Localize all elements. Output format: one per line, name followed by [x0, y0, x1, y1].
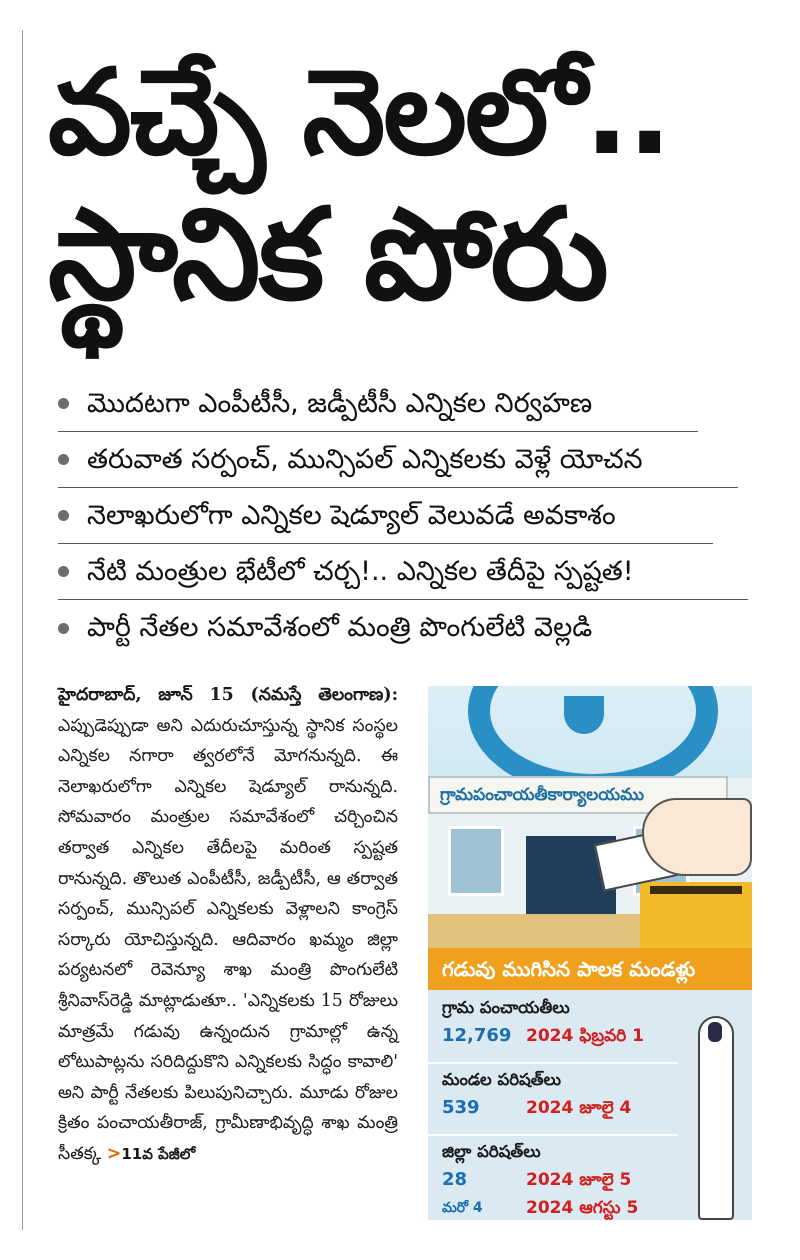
- column-rule: [22, 30, 23, 1230]
- bullet-dot-icon: [58, 454, 69, 465]
- row-count: 28: [442, 1169, 468, 1190]
- bullet-dot-icon: [58, 398, 69, 409]
- bullet-item: [58, 376, 698, 432]
- article-body: [58, 680, 398, 1170]
- row-date: 2024 జూలై 4: [526, 1098, 632, 1118]
- row-count: మరో 4: [442, 1200, 483, 1216]
- section-row: [442, 1166, 676, 1194]
- bullet-text: తరువాత సర్పంచ్, మున్సిపల్ ఎన్నికలకు వెళ్లే యోచన: [87, 443, 643, 475]
- bullet-list: [58, 376, 748, 656]
- bullet-item: [58, 488, 713, 544]
- inked-finger-icon: [690, 998, 746, 1220]
- divider: [428, 1062, 678, 1064]
- ballot-slot: [650, 886, 742, 894]
- article-photo: [428, 686, 752, 948]
- bullet-text: నెలాఖరులోగా ఎన్నికల షెడ్యూల్ వెలువడే అవకాశం: [87, 499, 616, 531]
- article-dateline: హైదరాబాద్, జూన్ 15 (నమస్తే తెలంగాణ):: [58, 685, 398, 705]
- section-row: [442, 1194, 676, 1220]
- panel-section-zilla-parishad: [428, 1138, 676, 1220]
- headline-line-1: వచ్చే నెలలో..: [48, 43, 671, 181]
- bullet-dot-icon: [58, 623, 69, 634]
- article-text: ఎప్పుడెప్పుడా అని ఎదురుచూస్తున్న స్థానిక సంస్థల ఎన్నికల నగారా త్వరలోనే మోగనున్నది. ఈ నెలాఖరులోగా ఎన్నికల షెడ్యూల్ రానున్నది. సోమవారం మంత్రుల సమావేశంలో చర్చించిన తర్వాత ఎన్నికల తేదీలపై మరింత స్పష్టత రానున్నది. తొలుత ఎంపీటీసీ, జడ్పీటీసీ, ఆ తర్వాత సర్పంచ్, మున్సిపల్ ఎన్నికలకు వెళ్లాలని కాంగ్రెస్ సర్కారు యోచిస్తున్నది. ఆదివారం ఖమ్మం జిల్లా పర్యటనలో రెవెన్యూ శాఖ మంత్రి పొంగులేటి శ్రీనివాస్‌రెడ్డి మాట్లాడుతూ.. 'ఎన్నికలకు 15 రోజులు మాత్రమే గడువు ఉన్నందున గ్రామాల్లో ఉన్న లోటుపాట్లను సరిదిద్దుకొని ఎన్నికలకు సిద్ధం కావాలి' అని పార్టీ నేతలకు పిలుపునిచ్చారు. మూడు రోజుల క్రితం పంచాయతీరాజ్, గ్రామీణాభివృద్ధి శాఖ మంత్రి సీతక్క: [58, 715, 398, 1164]
- panel-section-mandal-parishad: [428, 1066, 676, 1122]
- bullet-text: పార్టీ నేతల సమావేశంలో మంత్రి పొంగులేటి వెల్లడి: [87, 612, 593, 643]
- section-row: [442, 1022, 676, 1050]
- row-date: 2024 ఆగస్టు 5: [526, 1198, 639, 1218]
- row-count: 12,769: [442, 1025, 512, 1046]
- voting-hand-icon: [642, 798, 752, 876]
- panel-section-gram-panchayat: [428, 994, 676, 1050]
- continued-arrow-icon: >: [106, 1143, 122, 1164]
- ink-mark: [708, 1022, 722, 1042]
- divider: [428, 1134, 678, 1136]
- section-label: జిల్లా పరిషత్‌లు: [442, 1142, 541, 1161]
- window-shape: [448, 826, 504, 896]
- bullet-text: మొదటగా ఎంపీటీసీ, జడ్పీటీసీ ఎన్నికల నిర్వహణ: [87, 387, 593, 419]
- finger-shape: [698, 1016, 734, 1220]
- bullet-dot-icon: [58, 510, 69, 521]
- headline-line-2: స్థానిక పోరు: [48, 181, 607, 328]
- row-count: 539: [442, 1097, 480, 1118]
- building-sign: గ్రామపంచాయతీకార్యాలయము: [428, 776, 728, 814]
- bullet-dot-icon: [58, 566, 69, 577]
- continued-link[interactable]: 11వ పేజీలో: [121, 1144, 196, 1163]
- bullet-item: [58, 600, 748, 656]
- bullet-item: [58, 432, 738, 488]
- section-label: మండల పరిషత్‌లు: [442, 1070, 562, 1089]
- section-row: [442, 1094, 676, 1122]
- row-date: 2024 జూలై 5: [526, 1170, 632, 1190]
- row-date: 2024 ఫిబ్రవరి 1: [526, 1026, 644, 1046]
- panel-heading: గడువు ముగిసిన పాలక మండళ్లు: [428, 948, 752, 990]
- bullet-item: [58, 544, 748, 600]
- bullet-text: నేటి మంత్రుల భేటీలో చర్చ!.. ఎన్నికల తేదీపై స్పష్టత!: [87, 555, 634, 587]
- section-label: గ్రామ పంచాయతీలు: [442, 998, 570, 1017]
- info-panel: [428, 948, 752, 1220]
